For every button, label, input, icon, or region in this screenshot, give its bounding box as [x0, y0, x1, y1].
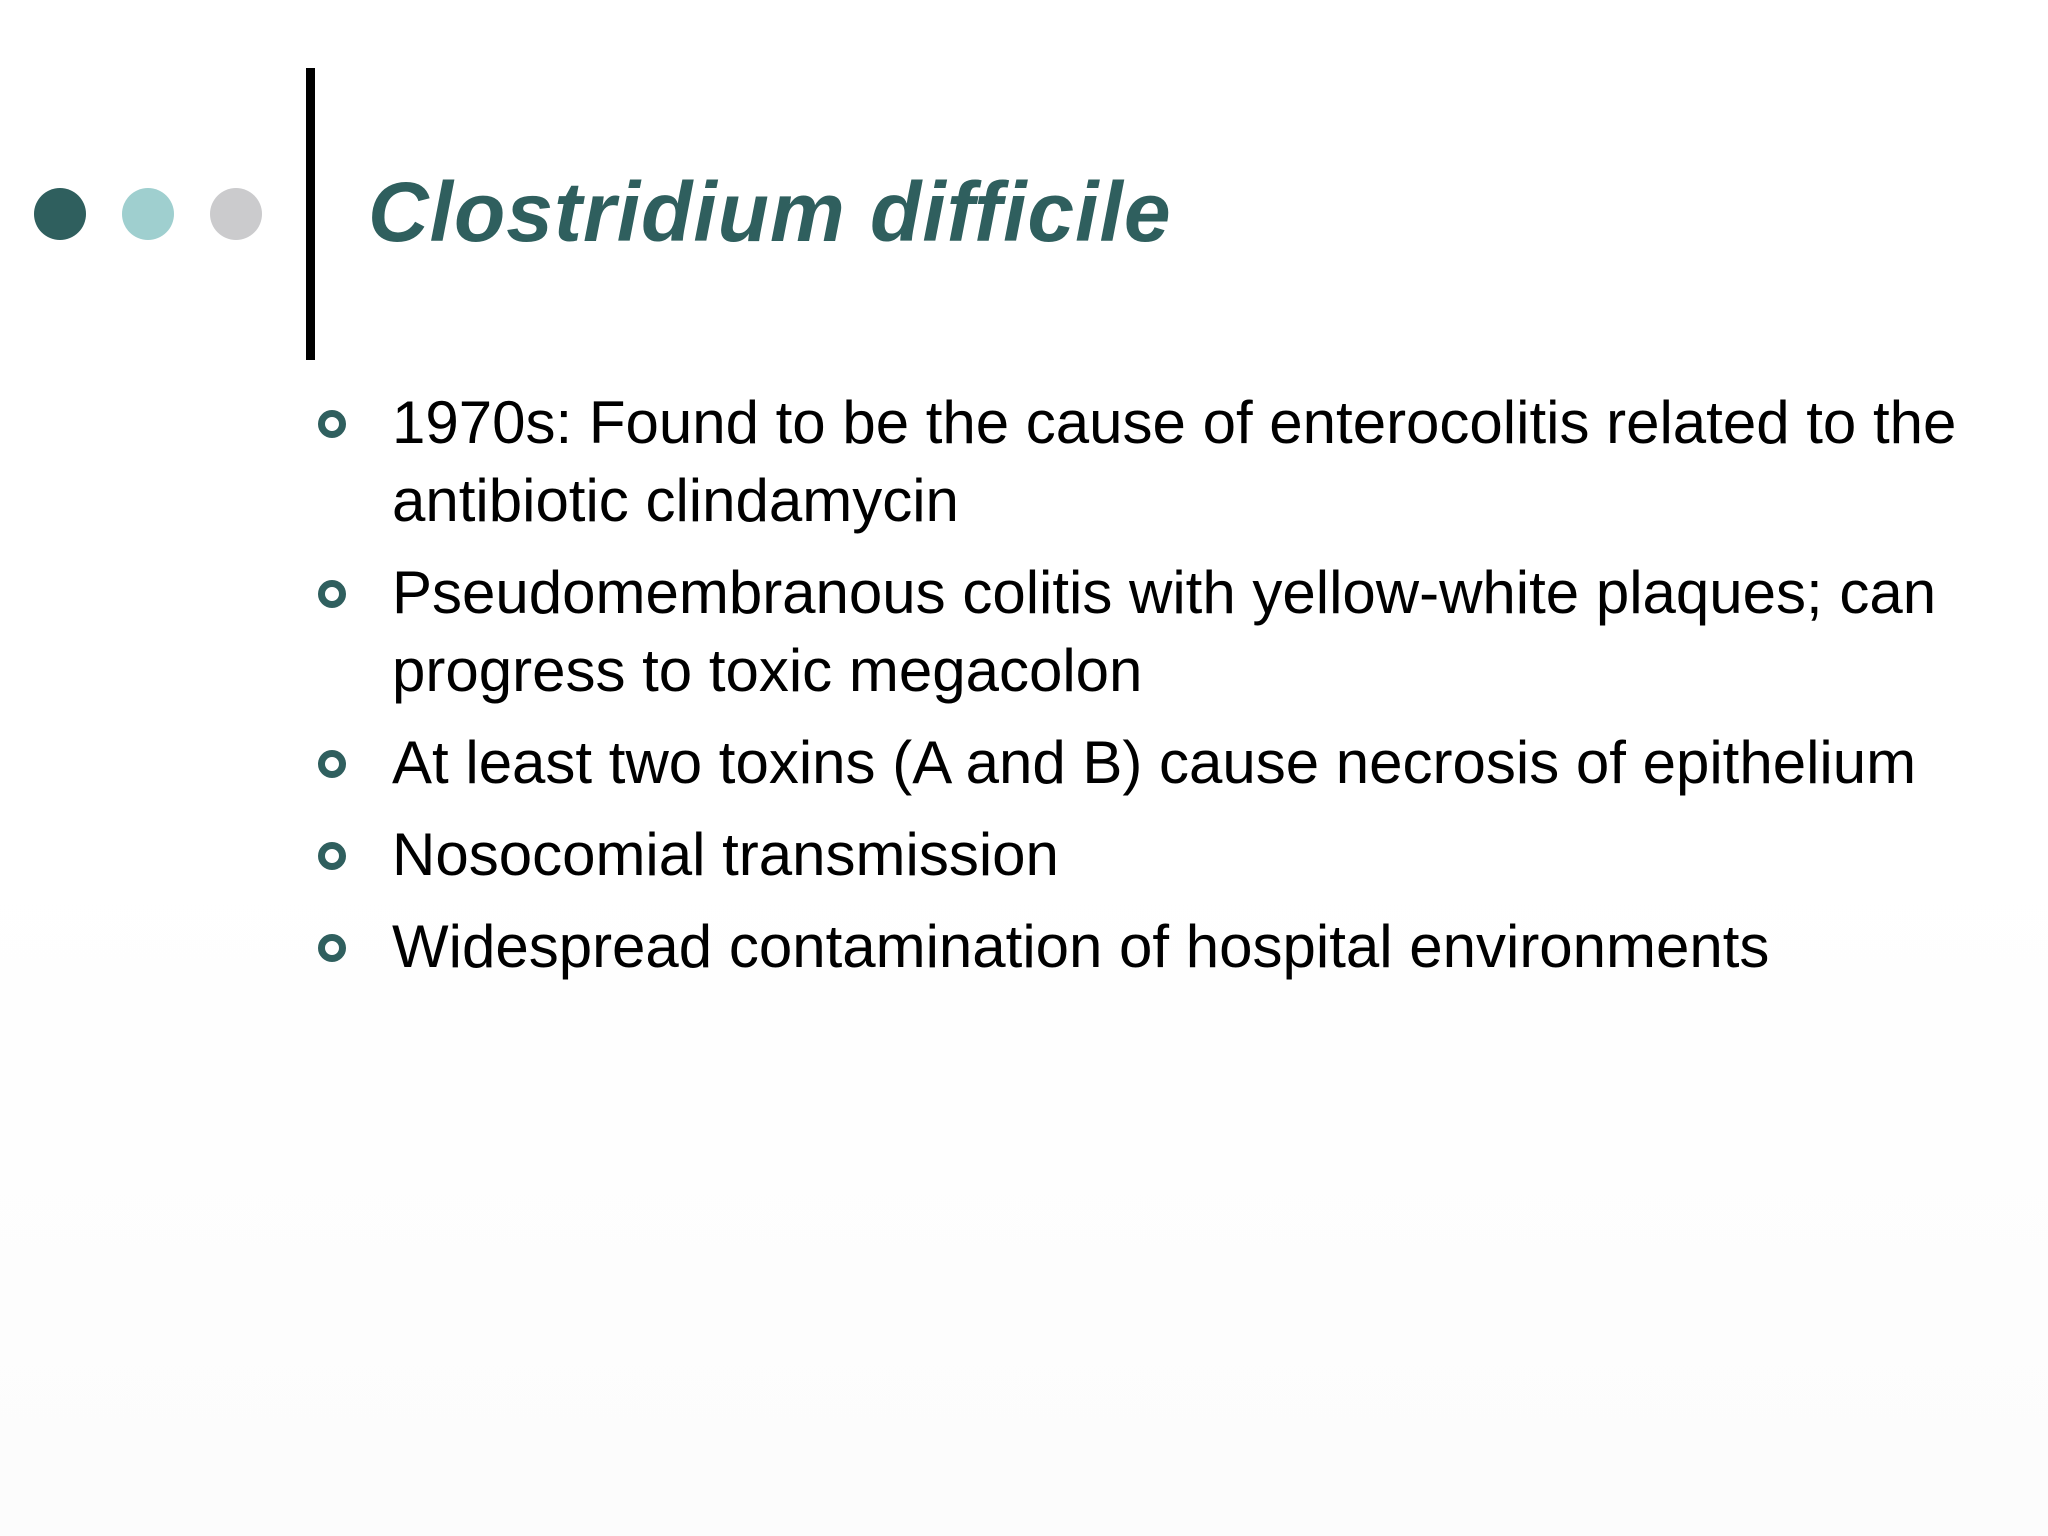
slide-title: Clostridium difficile: [368, 165, 1172, 259]
bullet-text: At least two toxins (A and B) cause necrosis of epithelium: [392, 729, 1917, 796]
ring-bullet-icon: [318, 750, 346, 778]
dark-teal-dot-icon: [34, 188, 86, 240]
bullet-text: Nosocomial transmission: [392, 821, 1059, 888]
bullet-item: [318, 816, 1978, 894]
title-divider: [306, 68, 315, 360]
ring-bullet-icon: [318, 934, 346, 962]
bullet-item: [318, 384, 1978, 540]
bullet-text: Widespread contamination of hospital environments: [392, 913, 1770, 980]
bullet-item: [318, 724, 1978, 802]
bullet-text: Pseudomembranous colitis with yellow-white plaques; can progress to toxic megacolon: [392, 559, 1937, 704]
bullet-text: 1970s: Found to be the cause of enterocolitis related to the antibiotic clindamycin: [392, 389, 1957, 534]
bullet-item: [318, 554, 1978, 710]
light-teal-dot-icon: [122, 188, 174, 240]
ring-bullet-icon: [318, 580, 346, 608]
ring-bullet-icon: [318, 842, 346, 870]
gray-dot-icon: [210, 188, 262, 240]
bullet-list: [318, 384, 1978, 1000]
bullet-item: [318, 908, 1978, 986]
ring-bullet-icon: [318, 410, 346, 438]
